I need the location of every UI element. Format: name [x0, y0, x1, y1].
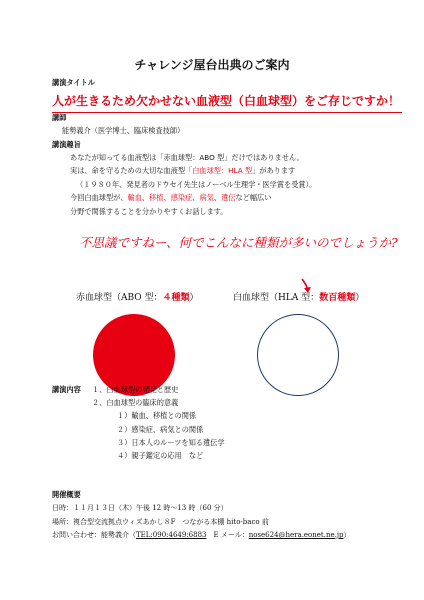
wbc-count: 数百種類: [319, 293, 356, 303]
content-label: 講演内容: [52, 385, 81, 394]
rbc-label-close: ）: [189, 293, 199, 303]
white-blood-cell-circle: [257, 314, 339, 396]
sub-item-3: ３）日本人のルーツを知る遺伝学: [117, 438, 225, 447]
sep: 、: [141, 193, 150, 202]
lecturer-label: 講師: [52, 113, 67, 122]
sub-item-4: ４）親子鑑定の応用 など: [117, 451, 204, 460]
rbc-label-text: 赤血球型（ABO 型：: [76, 293, 163, 303]
event-place: 場所：複合型交流拠点ウィズあかし８F つながる本棚 hito-baco 前: [52, 518, 269, 526]
summary-line-4-tail: など幅広い: [235, 193, 272, 202]
summary-line-4-a: 今回白血球型が、: [70, 193, 128, 202]
summary-line-4: [70, 193, 271, 203]
content-item-1: １、白血球型の発見と歴史: [92, 385, 179, 394]
summary-label: 講演趣旨: [52, 140, 81, 149]
summary-line-5: 分野で関係することを分かりやすくお話します。: [70, 207, 228, 216]
sep: 、: [163, 193, 171, 202]
wbc-label-text: 白血球型（HLA 型：: [233, 293, 320, 303]
rbc-label: [76, 290, 199, 303]
contact-line: [52, 530, 351, 540]
sep: 、: [213, 193, 222, 202]
email-label: E メール：: [206, 531, 249, 539]
summary-line-3-text: （１９８０年、発見者のドウセイ先生はノーベル生理学・医学賞を受賞）。: [76, 180, 317, 189]
contact-email-link[interactable]: nose624@hera.eonet.ne.jp: [248, 531, 344, 539]
kw-disease: 病気: [199, 193, 214, 202]
lecturer-name: 能勢義介（医学博士、臨床検査技師）: [62, 126, 185, 135]
summary-line-2: [70, 166, 295, 176]
summary-line-2-tail: 」があります: [252, 166, 296, 175]
lecture-title-label: 講演タイトル: [52, 78, 95, 87]
content-item-2: ２、白血球型の臨床的意義: [92, 398, 179, 407]
kw-transplant: 移植: [149, 193, 164, 202]
kw-genetics: 遺伝: [221, 193, 236, 202]
wbc-label-close: ）: [355, 293, 365, 303]
contact-phone[interactable]: TEL:090:4649:6883: [136, 531, 207, 539]
summary-line-3: [76, 180, 316, 190]
kw-infection: 感染症: [170, 193, 193, 202]
arrow-down-icon: [299, 277, 315, 293]
sep: 、: [192, 193, 200, 202]
kw-transfusion: 輸血: [127, 193, 142, 202]
contact-label: お問い合わせ：能勢義介（: [52, 531, 136, 539]
rbc-count: ４種類: [162, 293, 190, 303]
contact-close: ）: [343, 531, 351, 539]
summary-line-1: [70, 153, 304, 163]
summary-line-2-text: 実は、命を守るための大切な血液型「: [70, 166, 193, 175]
page-title: チャレンジ屋台出典のご案内: [134, 58, 290, 72]
event-datetime: 日時：１１月１３日（木）午後 12 時～13 時（60 分）: [52, 504, 228, 512]
red-blood-cell-circle: [93, 314, 175, 396]
sub-item-1: １）輸血、移植との関係: [117, 411, 197, 420]
sub-item-2: ２）感染症、病気との関係: [117, 425, 204, 434]
summary-line-2-highlight: 白血球型：HLA 型: [192, 166, 253, 175]
question-text: 不思議ですねー、何でこんなに種類が多いのでしょうか?: [79, 235, 398, 250]
footer-label: 開催概要: [52, 490, 81, 499]
lecture-title: 人が生きるため欠かせない血液型（白血球型）をご存じですか！: [52, 92, 402, 113]
summary-line-1-text: あなたが知ってる血液型は「赤血球型：ABO 型」だけではありません。: [70, 153, 304, 162]
